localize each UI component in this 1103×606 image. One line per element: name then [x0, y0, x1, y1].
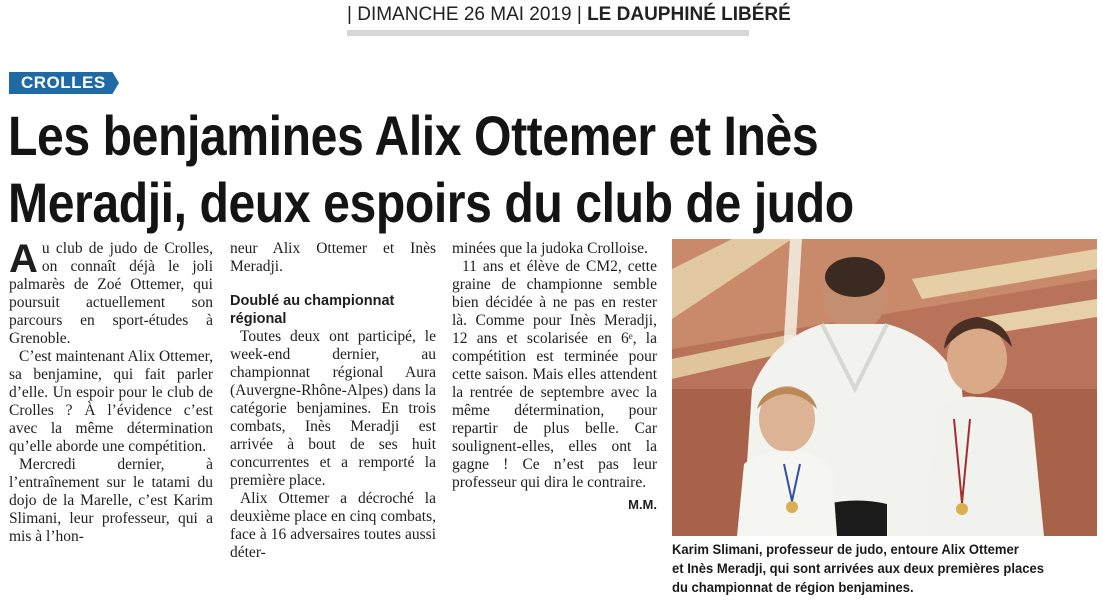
- article-headline: [8, 102, 945, 236]
- article-column-3: [452, 240, 657, 514]
- newspaper-header: [347, 2, 791, 36]
- article-column-2: [230, 240, 436, 562]
- article-column-1: [9, 237, 213, 546]
- caption-line-3: du championnat de région benjamines.: [672, 579, 914, 595]
- article-subheading: Doublé au championnat régional: [230, 293, 395, 327]
- rubric-label: CROLLES: [21, 73, 106, 92]
- photo-caption: [672, 540, 1100, 597]
- article-paragraph: Mercredi dernier, à l’entraînement sur le tatami du dojo de la Marelle, c’est Karim Slimani, leur professeur, qui a mis à l’hon-: [9, 456, 213, 545]
- caption-line-2: et Inès Meradji, qui sont arrivées aux deux premières places: [672, 560, 1044, 576]
- article-paragraph: C’est maintenant Alix Ottemer, sa benjamine, qui fait parler d’elle. Un espoir pour le club de Crolles ? À l’évidence c’est avec la même détermination qu’elle aborde une compétition.: [9, 348, 213, 455]
- caption-line-1: Karim Slimani, professeur de judo, entoure Alix Ottemer: [672, 541, 1019, 557]
- article-paragraph: 11 ans et élève de CM2, cette graine de championne semble bien décidée à ne pas en rester là. Comme pour Inès Meradji, 12 ans et scolarisée en 6ᵉ, la compétition est terminée pour cette saison. Mais elles attendent la rentrée de septembre avec la même détermination, pour repartir de plus belle. Car soulignent-elles, elles ont la gagne ! Ce n’est pas leur professeur qui dira le contraire.: [452, 258, 657, 491]
- judo-photo-illustration: [672, 239, 1097, 536]
- headline-line-1: Les benjamines Alix Ottemer et Inès: [8, 104, 819, 167]
- article-paragraph: Toutes deux ont participé, le week-end dernier, au championnat régional Aura (Auvergne-Rhône-Alpes) dans la catégorie benjamines. En trois combats, Inès Meradji est arrivée à bout de ses huit concurrentes et a remporté la première place.: [230, 328, 436, 489]
- article-paragraph: minées que la judoka Crolloise.: [452, 240, 648, 257]
- section-rubric: [9, 72, 119, 94]
- article-paragraph: [9, 237, 213, 348]
- paragraph-text: u club de judo de Crolles, on connaît déjà le joli palmarès de Zoé Ottemer, qui poursuit actuellement son parcours en sport-études à Grenoble.: [9, 240, 213, 347]
- article-signature: M.M.: [628, 497, 657, 512]
- headline-line-2: Meradji, deux espoirs du club de judo: [8, 171, 854, 234]
- header-newspaper-name: LE DAUPHINÉ LIBÉRÉ: [587, 4, 791, 25]
- article-photo: [672, 239, 1097, 536]
- header-separator: |: [347, 4, 352, 25]
- header-separator: |: [576, 4, 588, 25]
- drop-cap: A: [9, 237, 38, 281]
- article-paragraph: neur Alix Ottemer et Inès Meradji.: [230, 240, 436, 275]
- header-date: DIMANCHE 26 MAI 2019: [357, 4, 572, 25]
- article-paragraph: Alix Ottemer a décroché la deuxième place en cinq combats, face à 16 adversaires toutes aussi déter-: [230, 490, 436, 561]
